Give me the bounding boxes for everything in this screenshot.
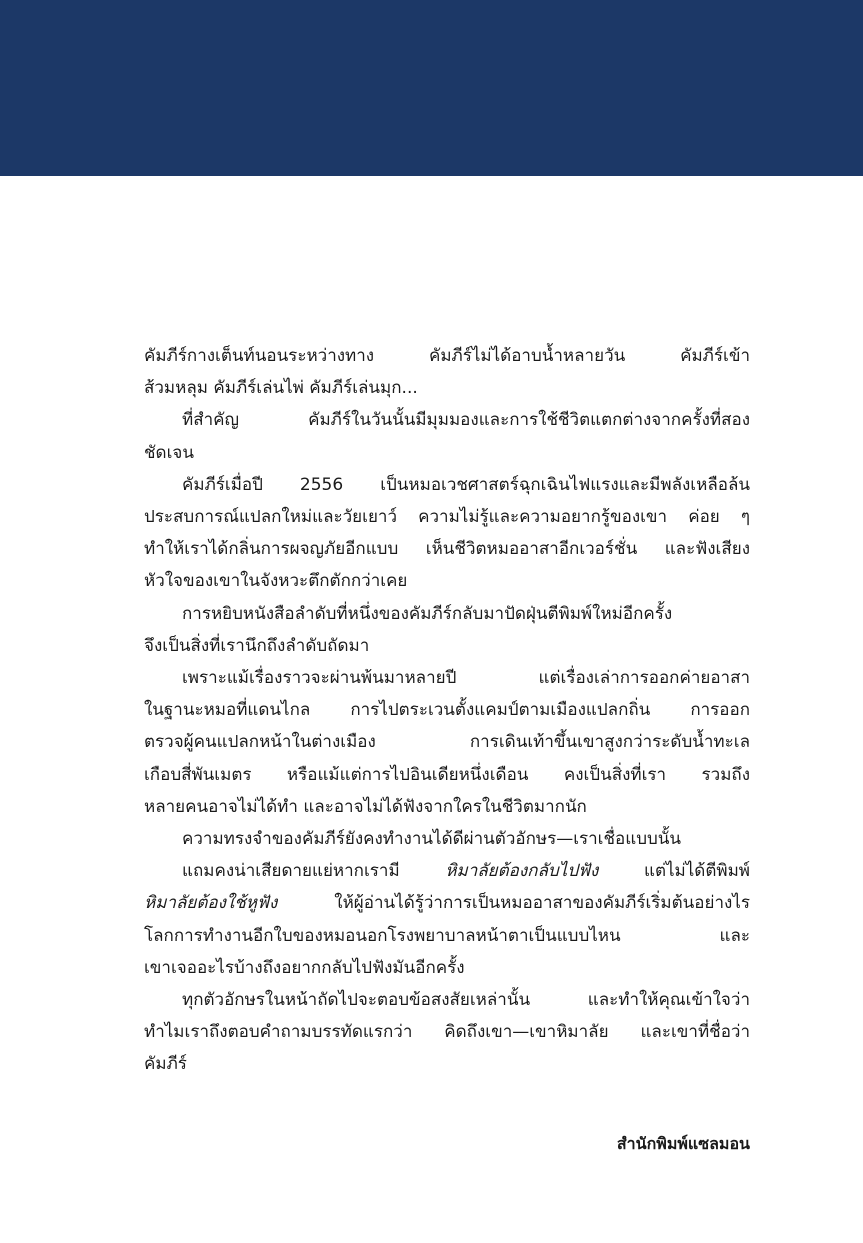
body-line: ส้วมหลุม คัมภีร์เล่นไพ่ คัมภีร์เล่นมุก... (144, 378, 418, 399)
body-line: ความทรงจำของคัมภีร์ยังคงทำงานได้ดีผ่านตัวอักษร—เราเชื่อแบบนั้น (182, 829, 682, 850)
body-line: คัมภีร์กางเต็นท์นอนระหว่างทาง คัมภีร์ไม่ได้อาบน้ำหลายวัน คัมภีร์เข้า (144, 346, 750, 366)
body-line: ที่สำคัญ คัมภีร์ในวันนั้นมีมุมมองและการใช้ชีวิตแตกต่างจากครั้งที่สอง (182, 410, 750, 431)
body-line: ชัดเจน (144, 442, 194, 463)
header-band (0, 0, 863, 176)
body-line: เพราะแม้เรื่องราวจะผ่านพ้นมาหลายปี แต่เรื่องเล่าการออกค่ายอาสา (182, 668, 750, 689)
book-title-italic: หิมาลัยต้องกลับไปฟัง (445, 861, 599, 882)
publisher-signature: สำนักพิมพ์แซลมอน (616, 1134, 750, 1153)
body-line (144, 887, 750, 919)
body-line: ทำให้เราได้กลิ่นการผจญภัยอีกแบบ เห็นชีวิตหมออาสาอีกเวอร์ชั่น และฟังเสียง (144, 539, 750, 560)
body-line: หัวใจของเขาในจังหวะตึกตักกว่าเคย (144, 571, 408, 592)
body-line: คัมภีร์ (144, 1054, 187, 1075)
foreword-body (144, 340, 750, 1081)
body-line: โลกการทำงานอีกใบของหมอนอกโรงพยาบาลหน้าตาเป็นแบบไหน และ (144, 925, 750, 946)
body-line: เกือบสี่พันเมตร หรือแม้แต่การไปอินเดียหนึ่งเดือน คงเป็นสิ่งที่เรา รวมถึง (144, 764, 750, 785)
body-line: เขาเจออะไรบ้างถึงอยากกลับไปฟังมันอีกครั้ง (144, 957, 465, 978)
body-line: ในฐานะหมอที่แดนไกล การไปตระเวนตั้งแคมป์ตามเมืองแปลกถิ่น การออก (144, 700, 750, 721)
body-line-text: แต่ไม่ได้ตีพิมพ์ (598, 861, 750, 882)
body-line: หลายคนอาจไม่ได้ทำ และอาจไม่ได้ฟังจากใครในชีวิตมากนัก (144, 796, 587, 817)
body-line: ทำไมเราถึงตอบคำถามบรรทัดแรกว่า คิดถึงเขา—เขาหิมาลัย และเขาที่ชื่อว่า (144, 1022, 750, 1043)
body-line: ประสบการณ์แปลกใหม่และวัยเยาว์ ความไม่รู้และความอยากรู้ของเขา ค่อย ๆ (144, 507, 750, 528)
body-line: คัมภีร์เมื่อปี 2556 เป็นหมอเวชศาสตร์ฉุกเฉินไฟแรงและมีพลังเหลือล้น (182, 474, 750, 495)
body-line-text: ให้ผู้อ่านได้รู้ว่าการเป็นหมออาสาของคัมภีร์เริ่มต้นอย่างไร (277, 893, 750, 914)
body-line: ตรวจผู้คนแปลกหน้าในต่างเมือง การเดินเท้าขึ้นเขาสูงกว่าระดับน้ำทะเล (144, 732, 750, 753)
body-line-text: แถมคงน่าเสียดายแย่หากเรามี (182, 861, 446, 882)
body-line (144, 855, 750, 887)
body-line: จึงเป็นสิ่งที่เรานึกถึงลำดับถัดมา (144, 635, 370, 656)
book-title-italic: หิมาลัยต้องใช้หูฟัง (144, 893, 278, 914)
body-line: ทุกตัวอักษรในหน้าถัดไปจะตอบข้อสงสัยเหล่านั้น และทำให้คุณเข้าใจว่า (182, 990, 750, 1011)
body-line: การหยิบหนังสือลำดับที่หนึ่งของคัมภีร์กลับมาปัดฝุ่นตีพิมพ์ใหม่อีกครั้ง (182, 603, 673, 624)
